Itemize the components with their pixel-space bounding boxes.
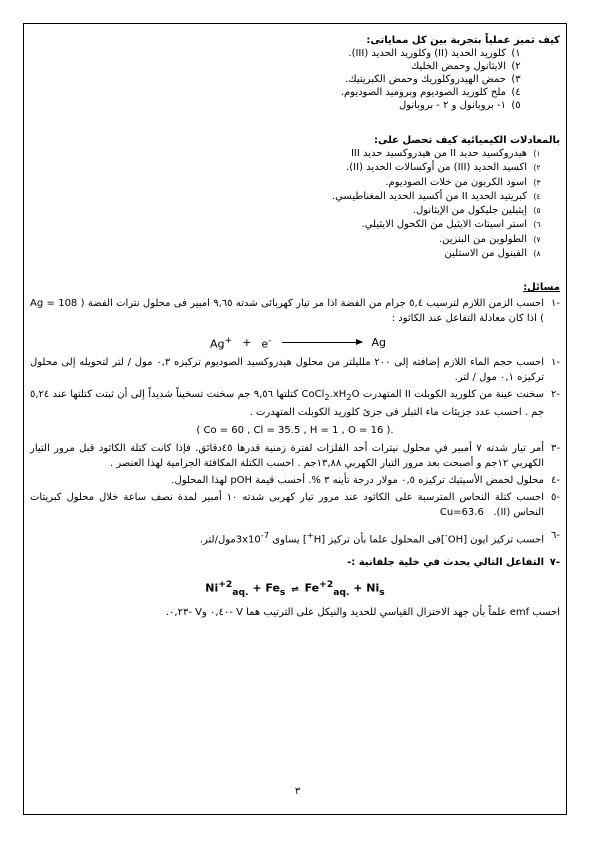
problem-item — [30, 387, 560, 420]
item-text: كبريتيد الحديد II من أكسيد الحديد المغناطيسي. — [331, 190, 527, 202]
item-number: ٧) — [533, 234, 541, 244]
section-distinguish — [30, 34, 560, 112]
problem-text: سخنت عينة من كلوريد الكوبلت II المتهدرت $CoCl_2.xH_2O$ كتلتها ٩,٥٦ جم سخنت تسخيناً شديداً إلى أن ثبتت كتلتها عند ٥,٢٤ جم . احسب عدد جزيئات ماء التبلر فى جزئ كلوريد الكوبلت المتهدرت . — [30, 389, 544, 419]
silver-ion: Ag+ — [210, 335, 233, 352]
list-item — [30, 247, 545, 261]
item-number: ٣) — [511, 74, 521, 85]
item-number: ٨) — [533, 249, 541, 259]
item-text: اكسيد الحديد (III) من أوكسالات الحديد (II). — [346, 162, 527, 174]
section-heading: بالمعادلات الكيميائية كيف تحصل على: — [373, 135, 560, 146]
plus-sign: + — [242, 336, 252, 350]
problem-text: أمر تيار شدته ٧ أمبير في محلول نيترات أحد الفلزات لفترة زمنية قدرها ٤٥دقائق. فإذا كانت كتلة الكاثود قبل مرور التيار الكهربي ١٢جم و أصبحت بعد مرور التيار الكهربي ١٣,٨٨جم . احسب الكتلة المكافئة الجرامية لهذا العنصر . — [30, 443, 544, 470]
cathode-equation — [30, 334, 560, 351]
item-number: ٥) — [533, 206, 541, 216]
item-text: استر اسيتات الايثيل من الكحول الايثيلي. — [361, 219, 527, 231]
item-number: ٢) — [533, 163, 541, 173]
item-text: ١- بروبانول و ٢ - بروبانول — [398, 100, 506, 111]
problem-text: محلول لحمض الأسيتيك تركيزه ٠,٥ مولار درجة تأينه ٣ %. أحسب قيمة pOH لهذا المحلول. — [171, 475, 544, 487]
section-problems — [30, 281, 560, 620]
distinguish-list — [30, 47, 560, 112]
list-item — [30, 204, 545, 218]
list-item — [30, 73, 524, 86]
problem-number: -٦ — [551, 530, 560, 542]
silver-metal: Ag — [371, 336, 387, 350]
problem-item — [30, 296, 560, 326]
list-item — [30, 161, 545, 175]
electron: e- — [261, 335, 272, 352]
item-number: ٣) — [533, 177, 541, 187]
problem-item — [30, 528, 560, 547]
item-number: ٥) — [511, 100, 521, 111]
item-number: ١) — [511, 48, 521, 59]
document-body — [30, 34, 560, 620]
atomic-masses: ( Co = 60 , Cl = 35.5 , H = 1 , O = 16 ). — [196, 425, 394, 437]
copper-mass: Cu=63.6 — [439, 507, 484, 519]
list-item — [30, 176, 545, 190]
item-text: هيدروكسيد حديد II من هيدروكسيد حديد III — [350, 148, 527, 159]
problem-text: احسب كتلة النحاس المترسبة على الكاثود عند مرور تيار كهربى شدته ١٠ أمبير لمدة نصف ساعة خلال محلول كبريتات النحاس (II). Cu=63.6 — [30, 492, 544, 519]
problem-item — [30, 490, 560, 520]
item-number: ٢) — [511, 61, 521, 72]
problem-item — [30, 441, 560, 471]
problem-item — [30, 473, 560, 488]
problem-number: -٤ — [551, 475, 560, 487]
problem-number: -٣ — [551, 443, 560, 455]
page-number: ٣ — [294, 786, 301, 797]
list-item — [30, 99, 524, 112]
problem-text: احسب emf علماً بأن جهد الاختزال القياسي للحديد والنيكل على الترتيب هما V -٠,٤٠ وV -٠,٢٣. — [165, 607, 560, 619]
problem-number: -٧ — [549, 557, 560, 569]
problem-text: احسب تركيز ايون [OH-]فى المحلول علما بأن تركيز [H+] يساوى $3x10^{-7}مول$/لتر. — [199, 530, 544, 546]
cobalt-formula: $CoCl_2.xH_2O$ — [301, 389, 360, 403]
problem-item — [30, 605, 560, 620]
problem-number: -٢ — [551, 389, 560, 401]
section-heading: مسائل: — [523, 282, 560, 294]
problem-number: -١ — [551, 357, 560, 369]
item-number: ٤) — [511, 87, 521, 98]
arrow-right-icon — [282, 342, 362, 343]
list-item — [30, 86, 524, 99]
problem-number: -١ — [551, 298, 560, 310]
item-number: ٦) — [533, 220, 541, 230]
problem-text: احسب الزمن اللازم لترسيب ٥,٤ جرام من الفضة اذا مر تيار كهربائى شدته ٩,٦٥ امبير فى محلول نترات الفضة ( Ag = 108 ) اذا كان معادلة التفاعل عند الكاثود : — [30, 298, 545, 325]
list-item — [30, 233, 545, 247]
section-equations — [30, 134, 560, 261]
list-item — [30, 47, 524, 60]
item-text: اسود الكربون من خلات الصوديوم. — [385, 176, 527, 188]
list-item — [30, 60, 524, 73]
item-text: حمض الهيدروكلوريك وحمض الكبريتيك. — [345, 74, 506, 85]
list-item — [30, 218, 545, 232]
item-text: إيثيلين جليكول من الإيثانول. — [412, 205, 527, 217]
section-heading: كيف تميز عملياً بتجربة بين كل مماياتى: — [366, 35, 560, 46]
item-number: ١) — [533, 149, 541, 158]
equilibrium-arrow-icon: ⇌ — [291, 585, 299, 596]
item-text: الطولوين من البنزين. — [438, 233, 527, 245]
problem-number: -٥ — [551, 492, 560, 504]
problem-text: احسب حجم الماء اللازم إضافته إلى ٢٠٠ ملليلتر من محلول هيدروكسيد الصوديوم تركيزه ٠,٣ مول / لتر لتحويله إلى محلول تركيزه ٠,١ مول / لتر. — [30, 357, 544, 384]
item-text: الايثانول وحمض الخليك — [411, 61, 506, 72]
item-text: كلوريد الحديد (II) وكلوريد الحديد (III). — [348, 48, 506, 59]
item-text: ملح كلوريد الصوديوم وبروميد الصوديوم. — [340, 87, 506, 98]
problem-item — [30, 355, 560, 385]
equations-list — [30, 147, 560, 261]
problem-text: التفاعل التالي يحدث في خلية جلفانية :- — [347, 557, 544, 569]
list-item — [30, 190, 545, 204]
galvanic-equation: $Ni^{+2}_{aq.} + Fe_s$ ⇌ $Fe^{+2}_{aq.} + Ni_s$ — [205, 579, 385, 599]
item-text: الفينول من الاستلين — [444, 248, 527, 260]
problem-item — [30, 555, 560, 570]
item-number: ٤) — [533, 191, 541, 201]
list-item — [30, 147, 545, 161]
